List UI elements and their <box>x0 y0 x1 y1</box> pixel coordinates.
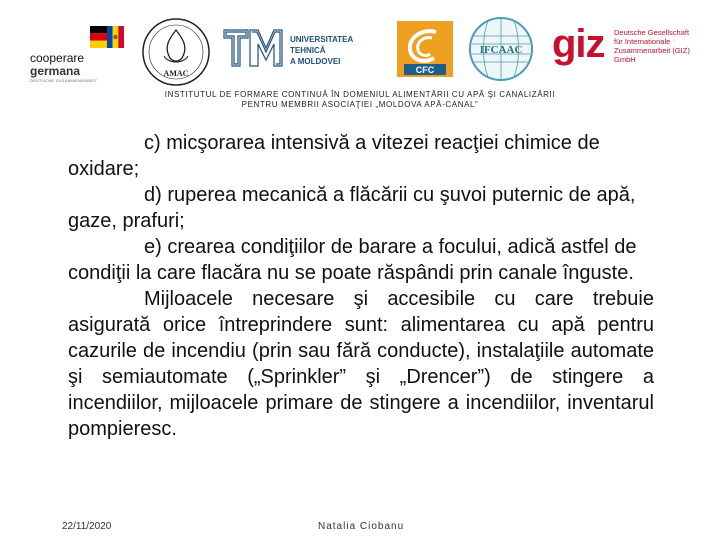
institute-line1: INSTITUTUL DE FORMARE CONTINUĂ ÎN DOMENIUL ALIMENTĂRII CU APĂ ŞI CANALIZĂRII <box>164 90 556 99</box>
coop-line1: cooperare <box>30 51 85 65</box>
giz-line1: Deutsche Gesellschaft <box>614 28 690 37</box>
utm-line2: A MOLDOVEI <box>290 57 341 66</box>
giz-text <box>614 28 708 64</box>
list-item-c: c) micşorarea intensivă a vitezei reacţiei chimice de oxidare; <box>68 132 600 180</box>
giz-logo <box>548 22 708 72</box>
coop-logo-text <box>30 52 84 78</box>
cfc-logo <box>396 20 454 78</box>
institute-line2: PENTRU MEMBRII ASOCIAŢIEI „MOLDOVA APĂ-CANAL” <box>241 100 479 109</box>
coop-subtitle: DEUTSCHE ZUSAMMENARBEIT <box>30 78 98 83</box>
cooperare-germana-logo <box>30 26 125 84</box>
utm-line1: UNIVERSITATEA TEHNICĂ <box>290 35 353 55</box>
ifcaac-label: IFCAAC <box>479 44 523 56</box>
utm-monogram-icon <box>222 22 286 74</box>
amac-logo <box>140 16 212 88</box>
coop-line2: germana <box>30 64 81 78</box>
giz-line2: für Internationale <box>614 37 671 46</box>
logo-bar <box>0 6 720 90</box>
footer-author: Natalia Ciobanu <box>318 521 405 532</box>
institute-header <box>0 90 720 110</box>
german-moldovan-flag-icon <box>90 26 124 48</box>
list-item-e: e) crearea condiţiilor de barare a focului, adică astfel de condiţii la care flacăra nu se poate răspândi prin canale înguste. <box>68 236 637 284</box>
amac-label: AMAC <box>163 69 189 78</box>
ifcaac-emblem-icon <box>468 16 534 82</box>
slide-body <box>68 130 654 442</box>
utm-text <box>290 34 388 67</box>
cfc-label: CFC <box>415 65 435 75</box>
list-item-d: d) ruperea mecanică a flăcării cu şuvoi puternic de apă, gaze, prafuri; <box>68 184 636 232</box>
body-paragraph: Mijloacele necesare şi accesibile cu care trebuie asigurată orice întreprindere sunt: alimentarea cu apă pentru cazurile de incendiu (prin sau fără conducte), instalaţiile automate şi semiautomate („Sprinkler” şi „Drencer”) de stingere a incendiilor, mijloacele primare de stingere a incendiilor, inventarul pompieresc. <box>68 288 654 440</box>
giz-wordmark: giz <box>552 22 605 66</box>
cfc-emblem-icon <box>396 20 454 78</box>
giz-line3: Zusammenarbeit (GIZ) GmbH <box>614 46 690 64</box>
ifcaac-logo <box>468 16 534 82</box>
utm-logo <box>222 22 388 74</box>
footer-date: 22/11/2020 <box>62 521 112 532</box>
amac-emblem-icon <box>140 16 212 88</box>
